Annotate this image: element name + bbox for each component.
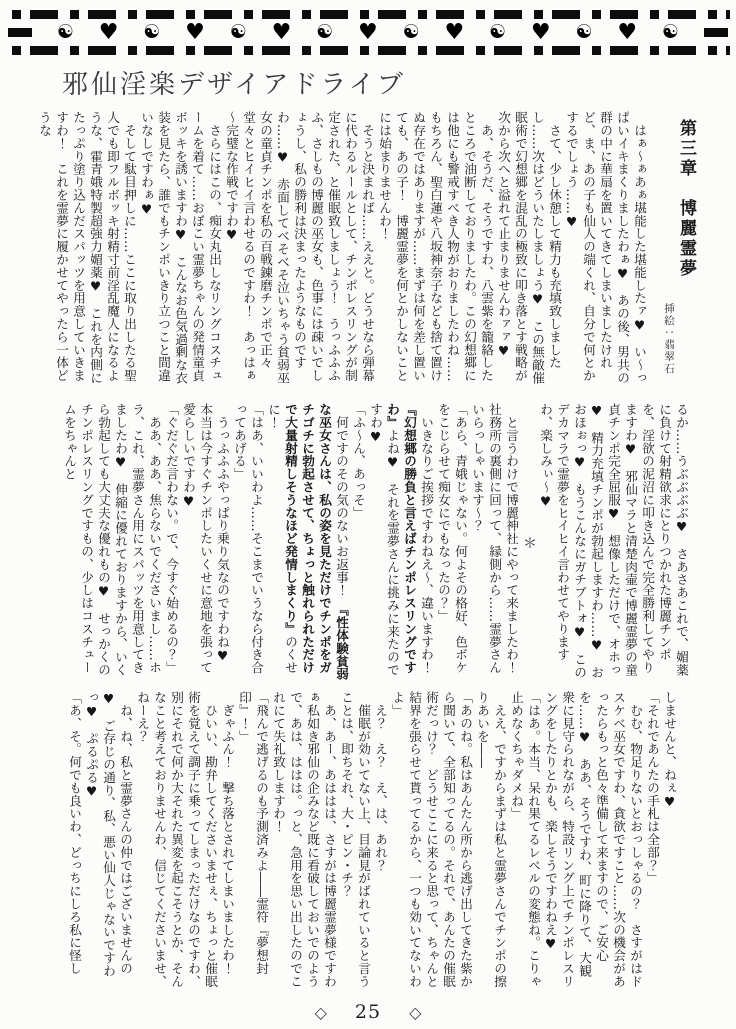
paragraph: 「あのね。私はあんたん所から逃げ出してきた紫から聞いて、全部知ってるの。それで、あんたの催眠術だっけ？ どうせここに来ると思って、ちゃんと結界を張らせて貰ってるから、一つも効いてないわよ」 — [390, 691, 473, 988]
paragraph — [265, 403, 350, 684]
yin-yang-icon: ☯ — [56, 21, 74, 43]
chapter-heading-block — [660, 111, 694, 394]
paragraph: 「ふ～ん、あっそ」 — [351, 403, 366, 520]
diamond-icon: ◇ — [314, 1002, 327, 1022]
yin-yang-icon: ☯ — [575, 21, 593, 43]
border-edge-bar — [8, 28, 32, 37]
paragraph: ああ、ああ、焦らないでくださいまし……ホラ、これ、霊夢さん用にスパッツを用意してきましたわ♥ 伸縮に優れておりますから、いくら勃起しても大丈夫な優れもの♥ せっかくのチンポレスリングですもの、少しはコスチュームをちゃんと — [62, 403, 162, 677]
heart-icon: ♥ — [271, 19, 292, 45]
paragraph: るか……うぶぶぶぶ♥ さあさあこれで、媚薬に負けて射精欲求にとりつかれた博麗チンポを、淫欲の泥沼に叩き込んで完全勝利してやりますわ♥ 邪仙マラと清楚肉壷で博麗霊夢の童貞チンポ完全屈服♥ 想像しただけで、オホっ♥ 精力充填チンポが勃起しますわ……♥ おおほぉっ♥ もうこんなにガチブトォ♥ このデカマラで霊夢をヒイヒイ言わせてやりますわ、楽しみぃ～♥ — [538, 403, 689, 679]
paragraph-text: のくせに！ — [266, 403, 298, 674]
paragraph: 「それであんたの手札は全部？」 — [645, 691, 660, 885]
heart-icon: ♥ — [444, 19, 465, 45]
yin-yang-icon: ☯ — [229, 21, 247, 43]
paragraph: いきなりご挨拶ですわねえ～、違いますわ！ — [419, 403, 434, 674]
illustration-credit: 挿絵：翡翠石 — [663, 303, 675, 375]
paragraph: さらにはこの、痴女丸出しなリングコスチュームを着て……おぼこい霊夢ちゃんの発情童貞ボッキを誘いますわ♥ こんなお色気過剰な衣装を見たら、誰でもチンポいきり立つこと間違いなしですわぁ♥ — [139, 111, 222, 385]
heart-icon: ♥ — [358, 19, 378, 45]
border-dash-bottom — [6, 46, 730, 55]
paragraph: そうと決まれば……ええと。どうせなら弾幕に代わるルールとして、チンポレスリングが制定された、と催眠致しましょう！ うっふふふふ、さしもの博麗の巫女も、色事には疎いでしょうし、私の勝利は決まったようなものですわ……♥ 赤面してべそべそ泣いちゃう貧弱巫女の童貞チンポを私の百戦錬磨チンポで正々堂々とヒイヒイ言わせるのですわ！ あっはぁ～完璧な作戦ですわ♥ — [224, 111, 375, 385]
paragraph: うっふふふやっぱり乗り気なのですわね♥ 本当は今すぐチンポしたいくせに意地を張って愛らしいですわ♥ — [181, 403, 230, 677]
book-title: 邪仙淫楽デザイアドライブ — [62, 70, 406, 100]
border-dash-top — [6, 10, 730, 19]
paragraph: ひいい、勘弁してくださいませぇ、ちょっと催眠術を覚えて調子に乗ってしまっただけなのですわ、別にそれで何か大それた異変を起こそうとか、そんなこと考えておりませんわ、信じてくださいませ、ねーえ？ — [135, 691, 218, 988]
decorative-border — [6, 10, 730, 55]
paragraph: 「ぐだぐだ言わない。で、今すぐ始めるの？」 — [164, 403, 179, 674]
paragraph: 「飛んで逃げるのも予測済みよ――霊符『夢想封印』！」 — [237, 691, 269, 975]
paragraph: はぁ～ぁあぁ堪能した堪能したァ♥ い～っぱいイキまくりましたわぁ♥ あの後、男共の群の中に華扇を置いてきてしまいましたけれど、ま、あの子も仙人の端くれ、自分で何とかするでしょう……♥ — [564, 111, 647, 385]
paragraph: え？ え？ え、は、あれ？ — [373, 691, 388, 872]
paragraph: 催眠が効いてない上、目論見がばれていると言うことは、即ちそれ、大・ピン・チ？ — [339, 691, 371, 988]
yin-yang-icon: ☯ — [489, 21, 507, 43]
paragraph — [367, 403, 418, 684]
paragraph: さて、少し休憩して精力も充填致しましたし……次はどういたしましょう♥ この無敵催眠術で幻想郷を混乱の極致に叩き落とす戦略が次から次へと溢れて止まりませんわァァ♥ — [496, 111, 562, 385]
paragraph: むむ、物足りないとおっしゃるの？ さすがはドスケベ巫女ですわ、貪欲ですこと……次の機会があったらもっと色々準備して来ますので、ご安心を……♥ ああ、そうですわ、町に降りて、大観衆に見守られながら、特設リング上でチンポレスリングをしたりとかも、楽しそうですわねえ♥ — [543, 691, 643, 988]
page-footer — [0, 1001, 736, 1023]
diamond-icon: ◇ — [409, 1002, 422, 1022]
paragraph: あ、あー、あははは、さすがは博麗霊夢様ですわぁ私如き邪仙の企みなど既に看破しておいでのようで、あは、ははは。っと、急用を思い出したのでこれにて失礼致しますわ！ — [271, 691, 337, 988]
page-content — [0, 111, 736, 989]
text-band-1 — [37, 111, 696, 394]
paragraph: 「あ、そ。何でも良いわ、どっちにしろ私に怪し — [67, 691, 82, 975]
yin-yang-icon: ☯ — [143, 21, 161, 43]
border-icon-row — [6, 19, 730, 46]
yin-yang-icon: ☯ — [661, 21, 679, 43]
text-band-3 — [50, 691, 694, 989]
yin-yang-icon: ☯ — [402, 21, 420, 43]
page-number: 25 — [354, 1001, 382, 1023]
paragraph: あ、そうだ、そうですわ、八雲紫を籠絡したところで油断しておりましたわ。この幻想郷には他にも警戒すべき人物がおりましたわね……もちろん、聖白蓮や八坂神奈子なども捨て置けぬ存在ではありますが……まずは何を差し置いても、あの子！ 博麗霊夢を何とかしないことには始まりませんわ！ — [377, 111, 494, 382]
paragraph: ね、ね、私と霊夢さんの仲ではございませんの♥ ご存じの通り、私、悪い仙人じゃないですわっ♥ ぷるぷる♥ — [84, 691, 133, 978]
heart-icon: ♥ — [617, 19, 638, 45]
paragraph: しませんと、ねぇ♥ — [662, 691, 677, 810]
paragraph-text: 何ですのその気のないお返事！ — [334, 403, 349, 610]
border-edge-bar — [704, 28, 728, 37]
paragraph: ええ、ですからまずは私と霊夢さんでチンポの擦りあいを―― — [475, 691, 507, 988]
paragraph-text: よね♥ それを霊夢さんに挑みに来たのですわ♥ — [368, 403, 400, 677]
paragraph: そして駄目押しに……ここに取り出したる聖人でも即フルボッキ射精寸前淫乱魔人になるような、霍青娥特製超強力媚薬♥ これを内側にたっぷり塗り込んだスパッツを用意していきますわ！ これを霊夢に履かせてやったら一体どうな — [37, 111, 137, 385]
heart-icon: ♥ — [530, 19, 551, 45]
yin-yang-icon: ☯ — [316, 21, 334, 43]
emphasis-text: 『性体験貧弱な巫女さんは、私の姿を見ただけでチンポをガチゴチに勃起させて、ちょっと触れられただけで大量射精しそうなほど発情しまくり』 — [283, 403, 349, 681]
emphasis-text: 『幻想郷の勝負と言えばチンポレスリングですわ』 — [385, 403, 417, 674]
paragraph: 「はあ。本当、呆れ果てるレベルの変態ね。こりゃ止めなくちゃダメね」 — [509, 691, 541, 988]
chapter-title: 第三章 博麗霊夢 — [676, 119, 696, 279]
heart-icon: ♥ — [185, 19, 205, 45]
paragraph: 「はあ、いいわよ……そこまでいうなら付き合ってあげる」 — [232, 403, 264, 674]
paragraph: 「あら、青娥じゃない。何よその格好、色ボケをこじらせて痴女にでもなったの？」 — [436, 403, 468, 674]
text-band-2 — [50, 403, 694, 687]
paragraph: と言うわけで博麗神社にやって来ましたわ！ 社務所の裏側に回って、縁側から……霊夢さんいらっしゃいます～？ — [470, 403, 519, 687]
section-divider: ＊ — [521, 536, 537, 551]
paragraph: ぎゃふん！ 撃ち落とされてしまいましたわ！ — [220, 691, 235, 975]
heart-icon: ♥ — [98, 19, 119, 45]
